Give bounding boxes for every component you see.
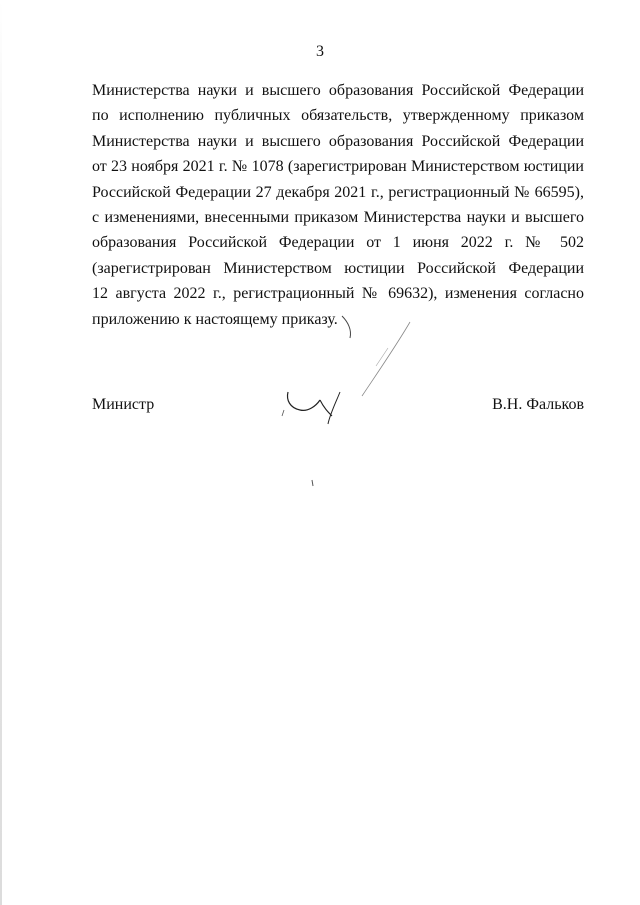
paragraph-line: от 23 ноября 2021 г. № 1078 (зарегистрирован Министерством юстиции	[92, 158, 584, 176]
page-number: 3	[316, 43, 324, 60]
paragraph-line: (зарегистрирован Министерством юстиции Российской Федерации	[92, 259, 584, 277]
body-paragraph	[92, 78, 584, 332]
paragraph-line: Российской Федерации 27 декабря 2021 г., регистрационный № 66595),	[92, 183, 584, 201]
paragraph-line: Министерства науки и высшего образования Российской Федерации	[92, 82, 584, 99]
signature-block	[92, 394, 584, 416]
signatory-title: Министр	[92, 396, 155, 413]
paragraph-line: приложению к настоящему приказу.	[92, 310, 338, 328]
paragraph-line: Министерства науки и высшего образования Российской Федерации	[92, 132, 584, 150]
paragraph-line: 12 августа 2022 г., регистрационный № 69632), изменения согласно	[92, 285, 584, 303]
signatory-name: В.Н. Фальков	[492, 396, 584, 413]
paragraph-line: с изменениями, внесенными приказом Министерства науки и высшего	[92, 208, 584, 226]
paragraph-line: образования Российской Федерации от 1 июня 2022 г. № 502	[92, 234, 584, 252]
scan-edge	[0, 0, 2, 905]
paragraph-line: по исполнению публичных обязательств, утвержденному приказом	[92, 107, 584, 125]
